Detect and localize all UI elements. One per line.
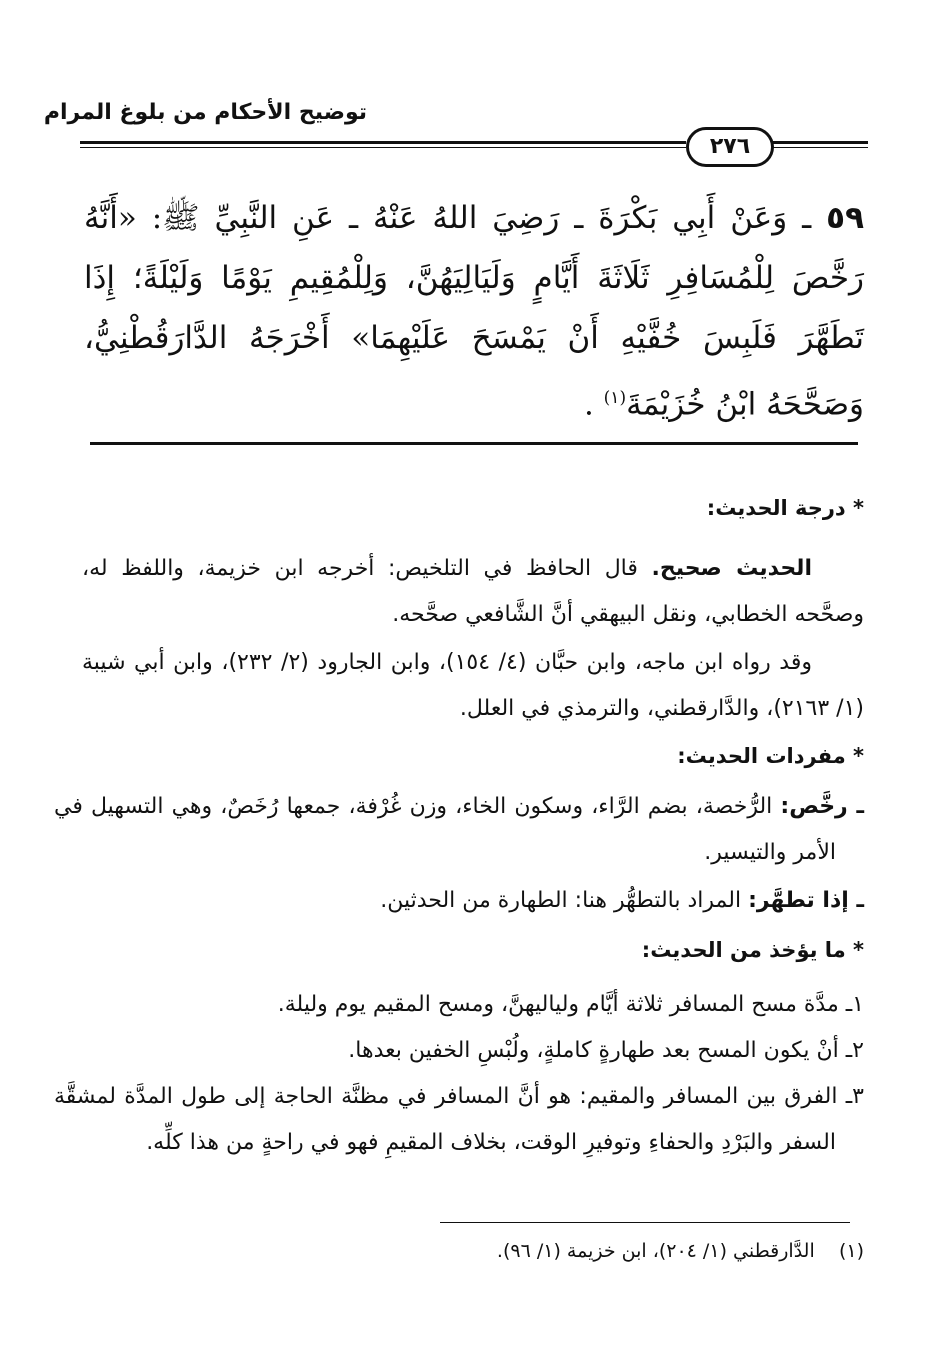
header-rule-right-bottom: [772, 147, 868, 148]
vocab-item: [54, 784, 864, 876]
header-rule-top: [80, 141, 686, 144]
footnote-text: الدَّارقطني (١/ ٢٠٤)، ابن خزيمة (١/ ٩٦).: [496, 1240, 815, 1262]
grade-lead: الحديث صحيح.: [651, 556, 812, 581]
vocab-definition: الرُّخصة، بضم الرَّاء، وسكون الخاء، وزن غُرْفة، جمعها رُخَصٌ، وهي التسهيل في الأمر والتيسير.: [54, 794, 836, 865]
footnote-ref: (١): [603, 388, 627, 408]
vocab-definition: المراد بالتطهُّر هنا: الطهارة من الحدثين.: [380, 888, 742, 913]
book-title: توضيح الأحكام من بلوغ المرام: [43, 100, 367, 125]
hadith-text-block: ٥٩ ـ وَعَنْ أَبِي بَكْرَةَ ـ رَضِيَ اللهُ عَنْهُ ـ عَنِ النَّبِيِّ ﷺ: «أَنَّهُ رَخَّصَ لِلْمُسَافِرِ ثَلَاثَةَ أَيَّامٍ وَلَيَالِيَهُنَّ، وَلِلْمُقِيمِ يَوْمًا وَلَيْلَةً؛ إِذَا تَطَهَّرَ فَلَبِسَ خُفَّيْهِ أَنْ يَمْسَحَ عَلَيْهِمَا» أَخْرَجَهُ الدَّارَقُطْنِيُّ، وَصَحَّحَهُ ابْنُ خُزَيْمَةَ$^{(١)}$ .: [84, 200, 864, 423]
page-number: ٢٧٦: [686, 127, 774, 167]
vocab-term: ـ رخَّص:: [780, 794, 865, 819]
grade-paragraph-2: وقد رواه ابن ماجه، وابن حبَّان (٤/ ١٥٤)، وابن الجارود (٢/ ٢٣٢)، وابن أبي شيبة (١/ ٢١٦٣)، والدَّارقطني، والترمذي في العلل.: [82, 650, 864, 721]
hadith-number: ٥٩: [826, 200, 864, 236]
hadith-end-mark: .: [583, 386, 594, 423]
vocab-term: ـ إذا تطهَّر:: [748, 888, 864, 913]
hadith-body: وَعَنْ أَبِي بَكْرَةَ ـ رَضِيَ اللهُ عَنْهُ ـ عَنِ النَّبِيِّ ﷺ: «أَنَّهُ رَخَّصَ لِلْمُسَافِرِ ثَلَاثَةَ أَيَّامٍ وَلَيَالِيَهُنَّ، وَلِلْمُقِيمِ يَوْمًا وَلَيْلَةً؛ إِذَا تَطَهَّرَ فَلَبِسَ خُفَّيْهِ أَنْ يَمْسَحَ عَلَيْهِمَا» أَخْرَجَهُ الدَّارَقُطْنِيُّ، وَصَحَّحَهُ ابْنُ خُزَيْمَةَ: [84, 200, 864, 423]
grade-heading: * درجة الحديث:: [706, 496, 864, 520]
section-divider: [90, 442, 858, 445]
header-rule-bottom: [80, 147, 686, 148]
grade-paragraph-1: [82, 546, 864, 638]
lessons-heading: * ما يؤخذ من الحديث:: [641, 938, 864, 962]
footnote-marker: (١): [838, 1240, 864, 1262]
vocab-heading: * مفردات الحديث:: [677, 744, 864, 768]
lesson-item: ١ـ مدَّة مسح المسافر ثلاثة أيَّام ولياليهنَّ، ومسح المقيم يوم وليلة.: [277, 992, 864, 1017]
lesson-item: ٢ـ أنْ يكون المسح بعد طهارةٍ كاملةٍ، ولُبْسِ الخفين بعدها.: [348, 1038, 864, 1063]
grade-text-1: قال الحافظ في التلخيص: أخرجه ابن خزيمة، واللفظ له، وصحَّحه الخطابي، ونقل البيهقي أنَّ الشَّافعي صحَّحه.: [82, 556, 864, 627]
footnote: [497, 1240, 864, 1262]
header-rule-right-top: [772, 141, 868, 144]
footnote-rule: [440, 1222, 850, 1223]
vocab-item: [54, 878, 864, 924]
lesson-item: ٣ـ الفرق بين المسافر والمقيم: هو أنَّ المسافر في مظنَّة الحاجة إلى طول المدَّة لمشقَّة السفر والبَرْدِ والحفاءِ وتوفيرِ الوقت، بخلاف المقيمِ فهو في راحةٍ من هذا كلِّه.: [54, 1084, 864, 1155]
